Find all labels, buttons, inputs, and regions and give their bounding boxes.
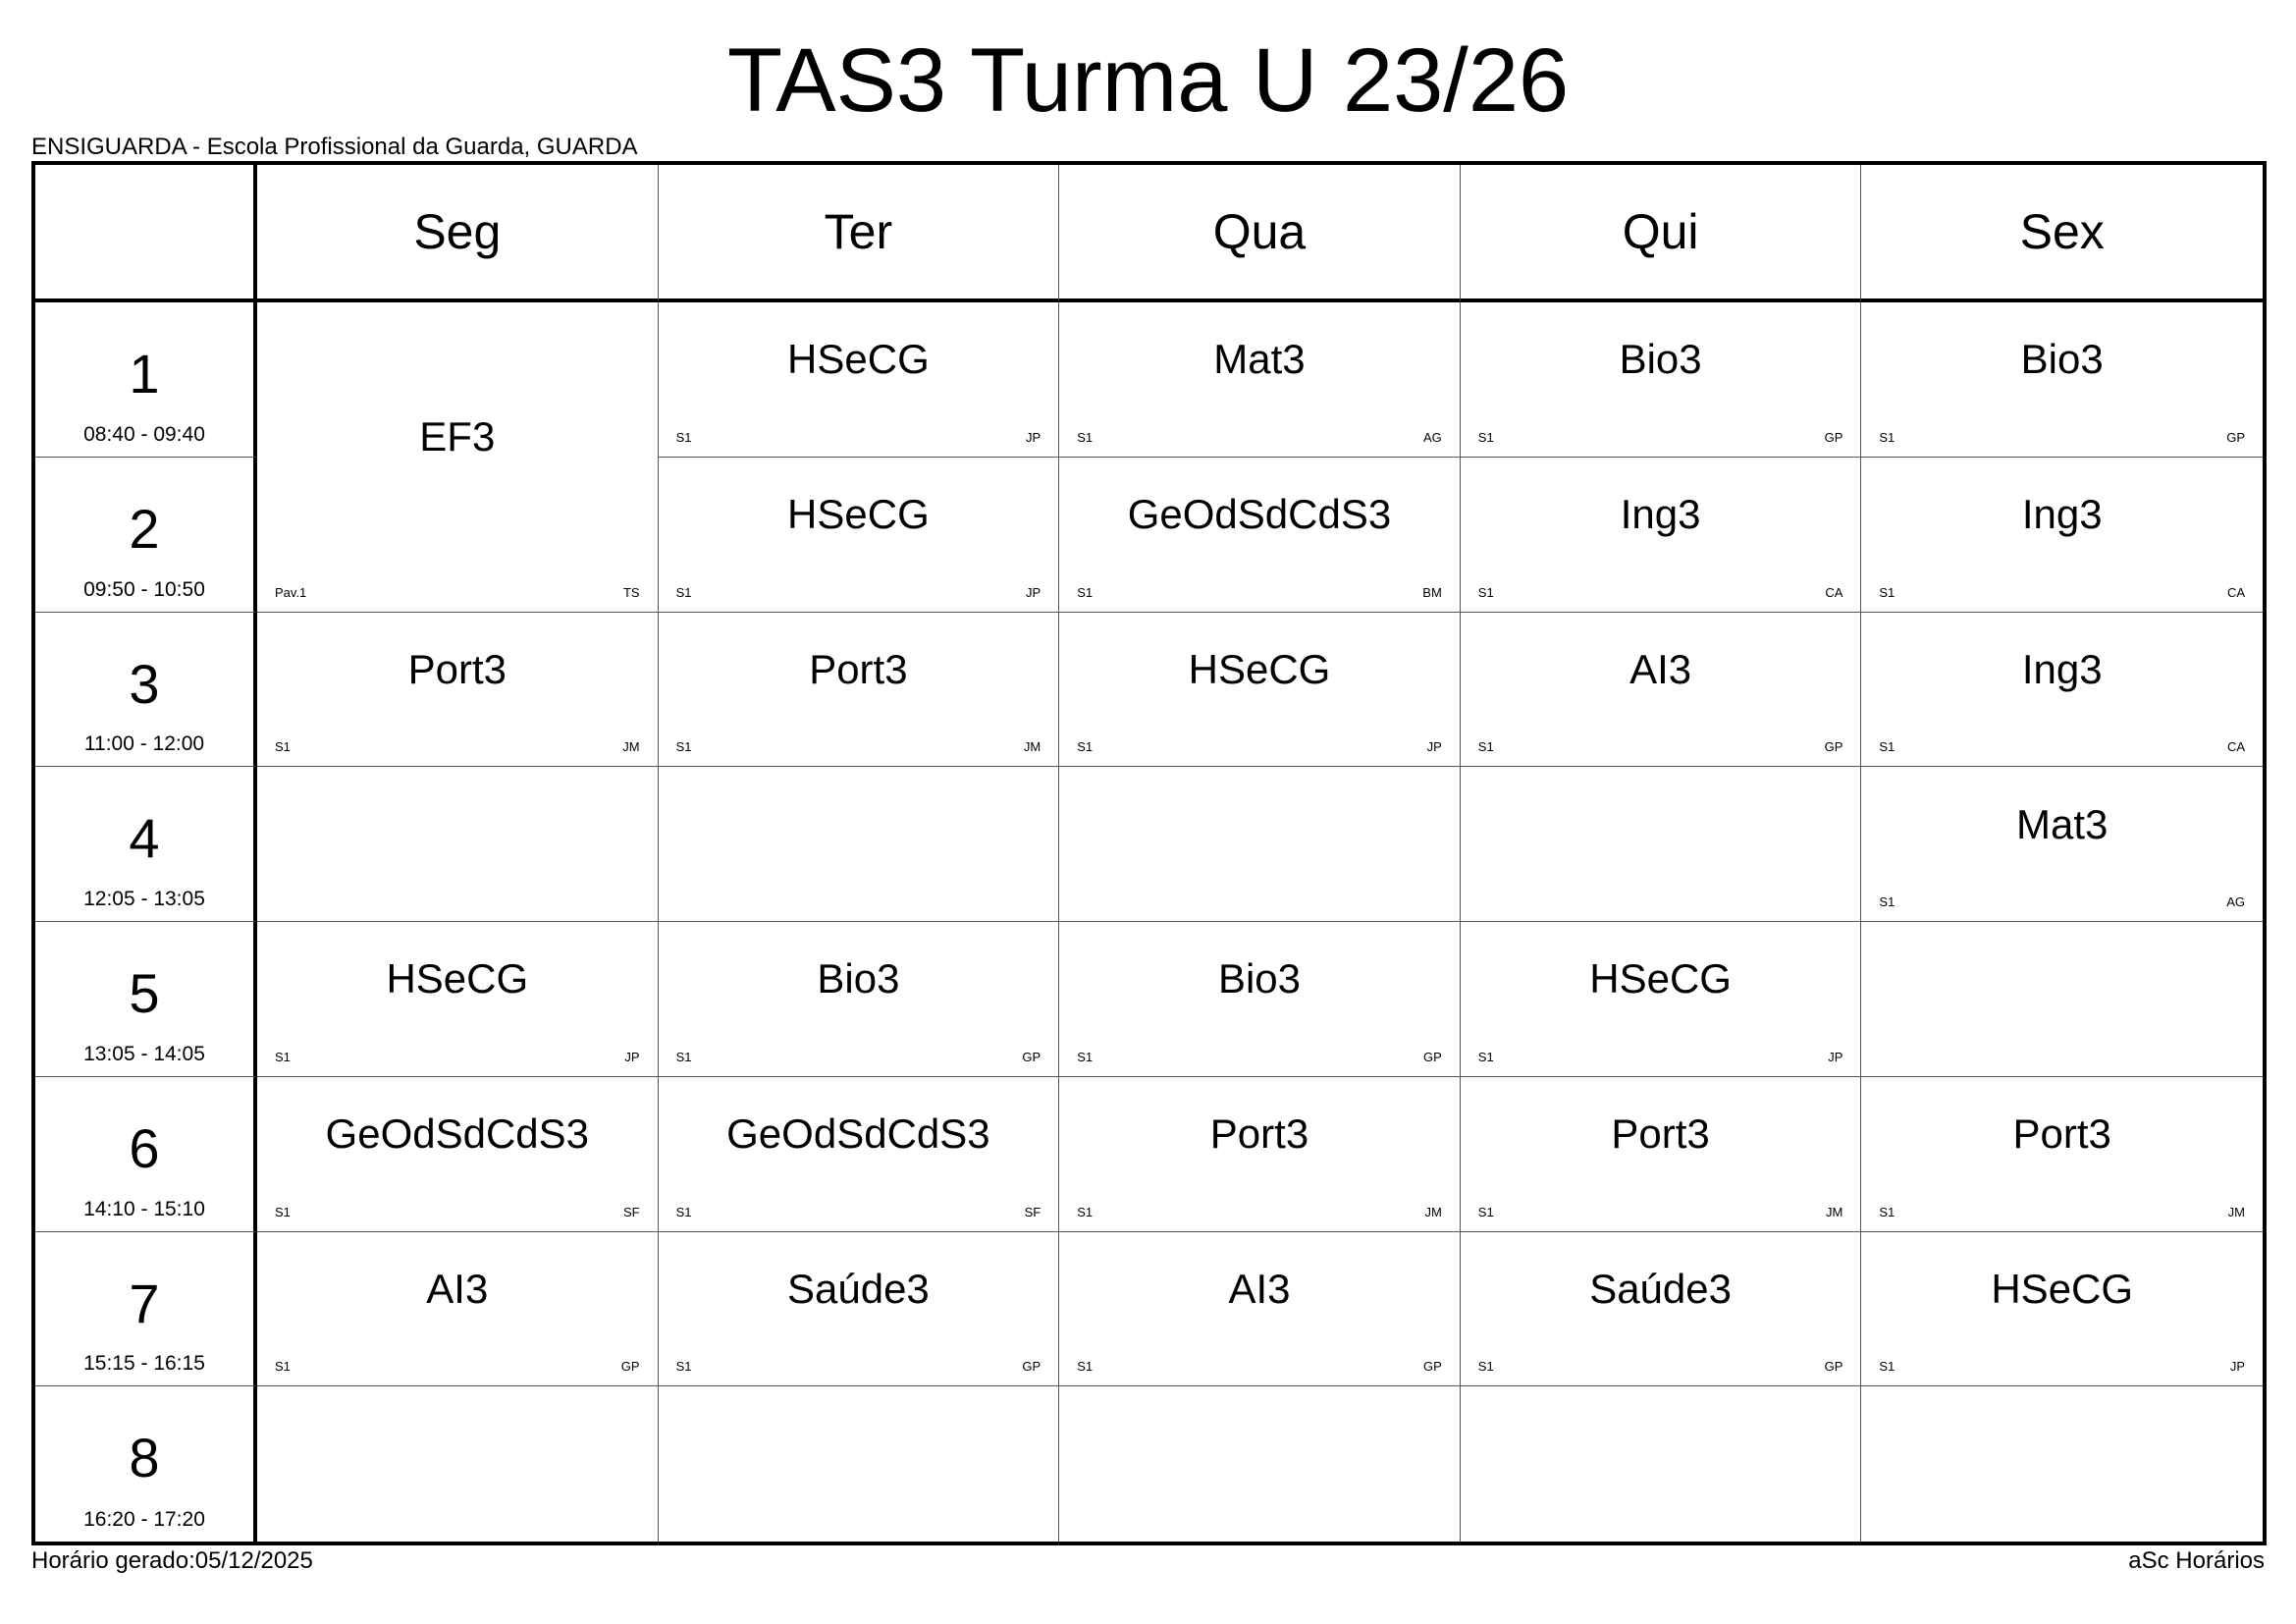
lesson-subject: Ing3 [1620, 491, 1701, 538]
lesson-room: S1 [275, 1049, 291, 1064]
lesson-subject: Bio3 [1217, 955, 1302, 1002]
lesson-cell [1059, 922, 1461, 1077]
lesson-subject: HSeCG [386, 955, 529, 1002]
lesson-subject: EF3 [419, 413, 496, 460]
lesson-teacher: JP [1426, 739, 1442, 755]
empty-cell [1059, 767, 1461, 922]
lesson-room: S1 [675, 1204, 692, 1219]
lesson-cell [1861, 613, 2263, 768]
lesson-teacher: JP [2229, 1359, 2245, 1375]
lesson-teacher: CA [2226, 739, 2245, 755]
period-time: 13:05 - 14:05 [83, 1042, 205, 1065]
lesson-subject: HSeCG [1589, 955, 1732, 1002]
lesson-room: S1 [675, 429, 692, 445]
empty-cell [257, 1386, 659, 1542]
lesson-subject: Saúde3 [786, 1265, 930, 1312]
period-cell [35, 613, 257, 768]
lesson-room: S1 [675, 584, 692, 600]
day-header: Sex [1861, 165, 2263, 302]
lesson-cell [257, 302, 659, 613]
lesson-room: S1 [675, 1049, 692, 1064]
lesson-teacher: BM [1422, 584, 1442, 600]
lesson-teacher: GP [1423, 1049, 1442, 1064]
lesson-subject: Ing3 [2021, 645, 2103, 692]
day-header: Seg [257, 165, 659, 302]
period-number: 1 [129, 343, 160, 405]
corner-cell [35, 165, 257, 302]
lesson-teacher: JP [1026, 429, 1041, 445]
lesson-cell [257, 1077, 659, 1232]
lesson-room: S1 [1477, 1359, 1494, 1375]
period-time: 12:05 - 13:05 [83, 888, 205, 910]
lesson-room: S1 [1477, 1204, 1494, 1219]
school-name: ENSIGUARDA - Escola Profissional da Guarda, GUARDA [31, 134, 638, 160]
lesson-teacher: CA [1825, 584, 1843, 600]
lesson-teacher: JP [1026, 584, 1041, 600]
lesson-room: Pav.1 [275, 584, 307, 600]
lesson-room: S1 [675, 1359, 692, 1375]
lesson-cell [1059, 1232, 1461, 1387]
empty-cell [659, 767, 1060, 922]
lesson-subject: HSeCG [1991, 1265, 2134, 1312]
lesson-cell [659, 458, 1060, 613]
lesson-teacher: JM [1424, 1204, 1442, 1219]
lesson-teacher: GP [2226, 429, 2245, 445]
lesson-cell [1059, 458, 1461, 613]
lesson-cell [257, 922, 659, 1077]
lesson-subject: Ing3 [2021, 491, 2103, 538]
lesson-cell [1461, 613, 1862, 768]
period-time: 11:00 - 12:00 [83, 732, 205, 756]
lesson-teacher: AG [2226, 894, 2245, 909]
lesson-room: S1 [1879, 894, 1896, 909]
lesson-subject: Port3 [2012, 1110, 2111, 1158]
lesson-cell [1461, 1077, 1862, 1232]
lesson-teacher: GP [620, 1359, 640, 1375]
generated-date: Horário gerado:05/12/2025 [31, 1547, 313, 1574]
empty-cell [1461, 1386, 1862, 1542]
lesson-cell [1059, 1077, 1461, 1232]
period-number: 7 [129, 1272, 160, 1334]
lesson-room: S1 [1879, 429, 1896, 445]
period-cell [35, 1386, 257, 1542]
lesson-room: S1 [1077, 584, 1094, 600]
lesson-subject: AI3 [1228, 1265, 1291, 1312]
lesson-room: S1 [675, 739, 692, 755]
lesson-room: S1 [1077, 1049, 1094, 1064]
lesson-subject: Bio3 [817, 955, 900, 1002]
lesson-subject: HSeCG [787, 491, 930, 538]
day-header: Ter [659, 165, 1060, 302]
lesson-cell [1461, 302, 1862, 458]
lesson-cell [1461, 922, 1862, 1077]
lesson-teacher: JP [1828, 1049, 1843, 1064]
period-time: 14:10 - 15:10 [83, 1197, 205, 1220]
empty-cell [257, 767, 659, 922]
lesson-teacher: CA [2226, 584, 2245, 600]
lesson-teacher: GP [1824, 739, 1843, 755]
lesson-subject: AI3 [426, 1265, 489, 1312]
period-number: 3 [129, 652, 160, 715]
lesson-room: S1 [1879, 739, 1896, 755]
period-number: 2 [129, 497, 160, 560]
lesson-room: S1 [1077, 1204, 1094, 1219]
lesson-cell [1861, 1232, 2263, 1387]
lesson-room: S1 [1477, 584, 1494, 600]
lesson-teacher: JP [624, 1049, 640, 1064]
period-cell [35, 302, 257, 458]
software-credit: aSc Horários [2128, 1547, 2265, 1574]
period-number: 4 [129, 807, 160, 870]
lesson-cell [659, 302, 1060, 458]
lesson-teacher: AG [1423, 429, 1442, 445]
period-time: 16:20 - 17:20 [83, 1508, 205, 1531]
lesson-room: S1 [275, 1359, 291, 1375]
lesson-teacher: GP [1022, 1049, 1041, 1064]
lesson-room: S1 [1077, 429, 1094, 445]
lesson-cell [1059, 302, 1461, 458]
lesson-room: S1 [275, 1204, 291, 1219]
lesson-cell [1861, 1077, 2263, 1232]
empty-cell [1059, 1386, 1461, 1542]
lesson-teacher: GP [1824, 1359, 1843, 1375]
lesson-subject: AI3 [1629, 645, 1692, 692]
period-cell [35, 1077, 257, 1232]
lesson-cell [1861, 767, 2263, 922]
period-number: 8 [129, 1427, 160, 1489]
period-number: 5 [129, 962, 160, 1024]
lesson-subject: Mat3 [1213, 336, 1306, 383]
lesson-cell [1059, 613, 1461, 768]
period-cell [35, 922, 257, 1077]
lesson-cell [1461, 458, 1862, 613]
lesson-subject: HSeCG [1188, 645, 1331, 692]
period-cell [35, 767, 257, 922]
lesson-subject: Port3 [1209, 1110, 1309, 1158]
page-title: TAS3 Turma U 23/26 [726, 30, 1570, 131]
empty-cell [659, 1386, 1060, 1542]
empty-cell [1461, 767, 1862, 922]
lesson-teacher: SF [622, 1204, 640, 1219]
period-cell [35, 458, 257, 613]
lesson-subject: Port3 [1611, 1110, 1710, 1158]
lesson-cell [257, 613, 659, 768]
lesson-subject: Port3 [407, 645, 507, 692]
lesson-teacher: SF [1024, 1204, 1041, 1219]
lesson-room: S1 [1879, 584, 1896, 600]
period-number: 6 [129, 1116, 160, 1179]
lesson-cell [1461, 1232, 1862, 1387]
timetable-grid [31, 161, 2267, 1545]
period-cell [35, 1232, 257, 1387]
period-time: 15:15 - 16:15 [83, 1352, 205, 1376]
lesson-cell [257, 1232, 659, 1387]
lesson-teacher: GP [1824, 429, 1843, 445]
lesson-cell [659, 922, 1060, 1077]
day-header: Qua [1059, 165, 1461, 302]
day-header: Qui [1461, 165, 1862, 302]
period-time: 09:50 - 10:50 [83, 577, 205, 601]
lesson-room: S1 [1477, 429, 1494, 445]
lesson-subject: Port3 [809, 645, 908, 692]
period-time: 08:40 - 09:40 [83, 422, 205, 446]
lesson-room: S1 [1477, 1049, 1494, 1064]
lesson-teacher: JM [2227, 1204, 2245, 1219]
lesson-teacher: JM [622, 739, 640, 755]
lesson-subject: GeOdSdCdS3 [726, 1110, 990, 1158]
lesson-subject: HSeCG [787, 336, 930, 383]
lesson-cell [659, 1232, 1060, 1387]
lesson-cell [1861, 302, 2263, 458]
lesson-subject: Bio3 [1619, 336, 1702, 383]
lesson-room: S1 [1077, 739, 1094, 755]
lesson-room: S1 [1477, 739, 1494, 755]
lesson-subject: Bio3 [2020, 336, 2104, 383]
lesson-subject: Mat3 [2016, 800, 2109, 847]
lesson-teacher: GP [1423, 1359, 1442, 1375]
lesson-room: S1 [1879, 1359, 1896, 1375]
lesson-subject: GeOdSdCdS3 [325, 1110, 590, 1158]
lesson-teacher: GP [1022, 1359, 1041, 1375]
empty-cell [1861, 922, 2263, 1077]
empty-cell [1861, 1386, 2263, 1542]
lesson-subject: Saúde3 [1589, 1265, 1732, 1312]
lesson-room: S1 [1077, 1359, 1094, 1375]
lesson-room: S1 [275, 739, 291, 755]
lesson-subject: GeOdSdCdS3 [1127, 491, 1392, 538]
lesson-teacher: JM [1023, 739, 1041, 755]
lesson-teacher: JM [1826, 1204, 1843, 1219]
lesson-teacher: TS [622, 584, 640, 600]
lesson-room: S1 [1879, 1204, 1896, 1219]
lesson-cell [659, 613, 1060, 768]
lesson-cell [659, 1077, 1060, 1232]
lesson-cell [1861, 458, 2263, 613]
